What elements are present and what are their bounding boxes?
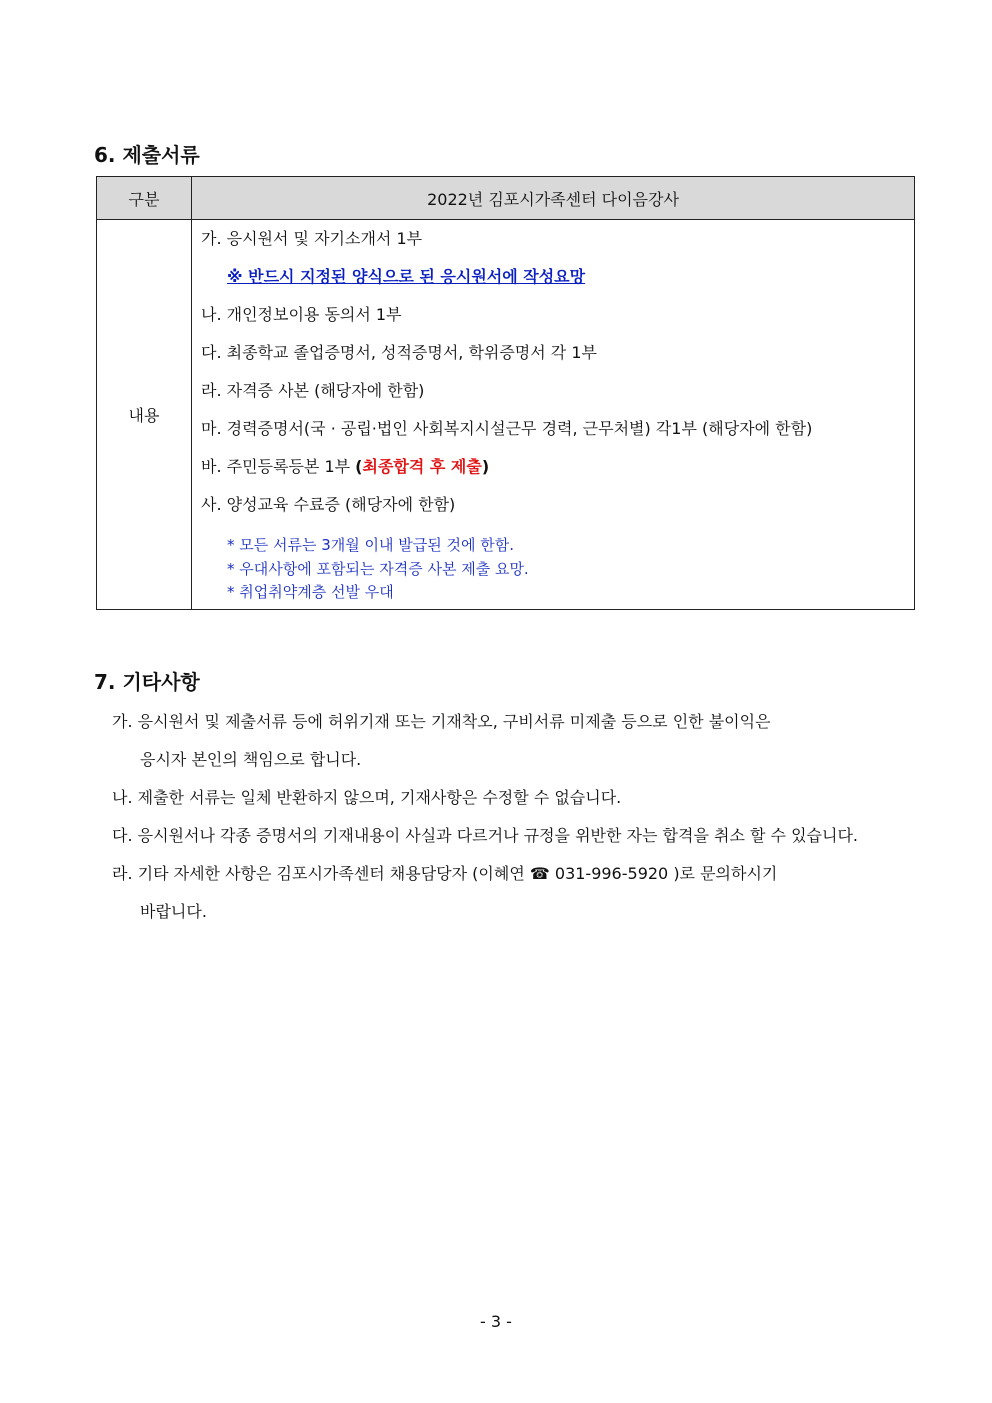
header-position: 2022년 김포시가족센터 다이음강사 (192, 177, 915, 220)
section-7-heading: 7. 기타사항 (94, 670, 200, 694)
list-item-ma: 마. 경력증명서(국 · 공립·법인 사회복지시설근무 경력, 근무처별) 각1부 (해당자에 한함) (201, 419, 813, 438)
item4-line2: 바랍니다. (140, 902, 207, 921)
item1-line2: 응시자 본인의 책임으로 합니다. (140, 750, 362, 769)
list-item-ba-text: 바. 주민등록등본 1부 (201, 457, 356, 476)
item3-text: 다. 응시원서나 각종 증명서의 기재내용이 사실과 다르거나 규정을 위반한 자는 합격을 취소 할 수 있습니다. (112, 826, 858, 845)
notes-block (201, 530, 914, 607)
section-6-heading: 6. 제출서류 (94, 143, 200, 167)
list-item-sa: 사. 양성교육 수료증 (해당자에 한함) (201, 495, 456, 514)
note-item: * 취업취약계층 선발 우대 (227, 583, 394, 601)
note-item: * 우대사항에 포함되는 자격증 사본 제출 요망. (227, 559, 529, 578)
list-item-ga: 가. 응시원서 및 자기소개서 1부 (201, 229, 423, 248)
paren-close: ) (481, 457, 490, 476)
row-label: 내용 (97, 220, 192, 610)
list-item (112, 779, 902, 817)
note-item: * 모든 서류는 3개월 이내 발급된 것에 한함. (227, 536, 515, 554)
other-notes-list (112, 703, 902, 931)
table-header-row (97, 177, 915, 220)
list-item (112, 703, 902, 779)
list-item-na: 나. 개인정보이용 동의서 1부 (201, 305, 402, 324)
final-pass-note: 최종합격 후 제출 (362, 457, 482, 476)
list-item-da: 다. 최종학교 졸업증명서, 성적증명서, 학위증명서 각 1부 (201, 343, 597, 362)
item4-line1: 라. 기타 자세한 사항은 김포시가족센터 채용담당자 (이혜연 ☎ 031-996-5920 )로 문의하시기 (112, 864, 778, 883)
emphasis-note: ※ 반드시 지정된 양식으로 된 응시원서에 작성요망 (227, 267, 586, 286)
list-item-ra: 라. 자격증 사본 (해당자에 한함) (201, 381, 425, 400)
page-number: - 3 - (480, 1312, 512, 1331)
list-item (112, 855, 902, 931)
list-item-ba (201, 454, 914, 492)
item2-text: 나. 제출한 서류는 일체 반환하지 않으며, 기재사항은 수정할 수 없습니다. (112, 788, 622, 807)
content-cell (192, 220, 915, 610)
paren-open: ( (355, 457, 363, 476)
table-row (97, 220, 915, 610)
item1-line1: 가. 응시원서 및 제출서류 등에 허위기재 또는 기재착오, 구비서류 미제출 등으로 인한 불이익은 (112, 712, 771, 731)
list-item (112, 817, 902, 855)
documents-table (96, 176, 915, 610)
header-category: 구분 (97, 177, 192, 220)
